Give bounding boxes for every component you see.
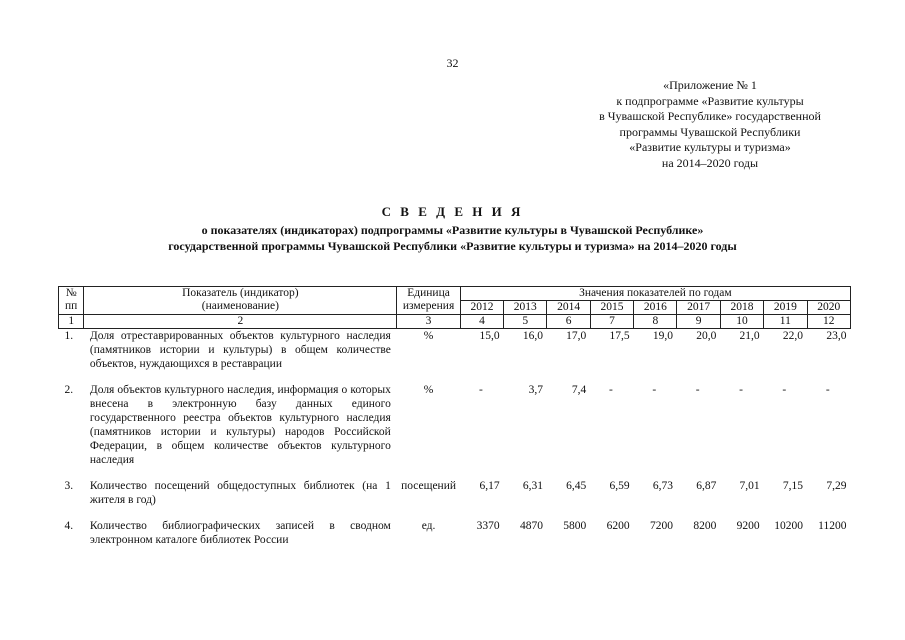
appendix-line: программы Чувашской Республики bbox=[619, 124, 801, 139]
header-year: 2018 bbox=[720, 301, 763, 315]
value-cell: 7,01 bbox=[739, 480, 760, 492]
value-cell: 20,0 bbox=[696, 330, 717, 342]
column-number: 12 bbox=[807, 315, 850, 329]
indicator-unit: ед. bbox=[421, 520, 436, 532]
indicator-unit: % bbox=[423, 330, 434, 342]
column-number: 9 bbox=[677, 315, 720, 329]
column-number: 11 bbox=[764, 315, 807, 329]
value-cell: 6,87 bbox=[696, 480, 717, 492]
subtitle-line-1: о показателях (индикаторах) подпрограммы «Развитие культуры в Чувашской Республике» bbox=[201, 223, 704, 237]
value-cell: 19,0 bbox=[652, 330, 673, 342]
header-values-group: Значения показателей по годам bbox=[460, 287, 850, 301]
indicator-unit: % bbox=[423, 384, 434, 396]
table-row bbox=[59, 519, 851, 547]
page-number: 32 bbox=[446, 56, 459, 70]
value-cell: 7,29 bbox=[826, 480, 847, 492]
header-row bbox=[59, 287, 851, 301]
value-cell: 23,0 bbox=[826, 330, 847, 342]
value-cell: - bbox=[782, 384, 787, 396]
value-cell: 3,7 bbox=[528, 384, 543, 396]
value-cell: 7,4 bbox=[571, 384, 587, 396]
appendix-line: в Чувашской Республике» государственной bbox=[599, 109, 821, 123]
indicator-name: Количество библиографических записей в сводном электронном каталоге библиотек России bbox=[89, 520, 391, 546]
header-number bbox=[59, 287, 84, 315]
row-number: 3. bbox=[64, 480, 74, 492]
value-cell: - bbox=[479, 384, 483, 396]
header-unit-line-1: Единица bbox=[407, 287, 450, 299]
value-cell: - bbox=[695, 384, 700, 396]
header-unit bbox=[397, 287, 460, 315]
value-cell: 15,0 bbox=[479, 330, 500, 342]
appendix-line: «Развитие культуры и туризма» bbox=[629, 140, 791, 154]
header-year: 2012 bbox=[460, 301, 503, 315]
header-year: 2016 bbox=[634, 301, 677, 315]
value-cell: 22,0 bbox=[782, 330, 804, 342]
value-cell: - bbox=[652, 384, 657, 396]
column-number: 3 bbox=[397, 315, 460, 329]
spacer-cell bbox=[59, 507, 851, 519]
subtitle-line-2: государственной программы Чувашской Республики «Развитие культуры и туризма» на 2014–2020 годы bbox=[168, 239, 737, 253]
appendix-line: на 2014–2020 годы bbox=[661, 155, 759, 170]
value-cell: 7200 bbox=[649, 520, 673, 532]
value-cell: 17,0 bbox=[566, 330, 587, 342]
header-year: 2015 bbox=[590, 301, 633, 315]
table-row bbox=[59, 329, 851, 372]
row-number: 1. bbox=[64, 330, 74, 342]
value-cell: 11200 bbox=[818, 520, 847, 532]
appendix-note bbox=[560, 78, 860, 171]
appendix-line: «Приложение № 1 bbox=[663, 78, 757, 92]
value-cell: 9200 bbox=[736, 520, 760, 532]
value-cell: 6200 bbox=[606, 520, 630, 532]
table-row bbox=[59, 383, 851, 467]
column-number: 4 bbox=[460, 315, 503, 329]
value-cell: 16,0 bbox=[522, 330, 543, 342]
column-number: 7 bbox=[590, 315, 633, 329]
document-subtitle bbox=[0, 222, 905, 254]
header-number-line-2: пп bbox=[65, 300, 78, 312]
spacer-cell bbox=[59, 467, 851, 479]
header-number-line-1: № bbox=[65, 287, 77, 299]
column-number: 2 bbox=[84, 315, 397, 329]
header-indicator bbox=[84, 287, 397, 315]
indicators-table bbox=[58, 286, 851, 547]
header-unit-line-2: измерения bbox=[402, 300, 455, 312]
column-number: 10 bbox=[720, 315, 763, 329]
indicator-unit: посещений bbox=[401, 480, 457, 492]
header-indicator-line-2: (наименование) bbox=[201, 300, 279, 312]
header-year: 2013 bbox=[504, 301, 547, 315]
value-cell: 8200 bbox=[693, 520, 717, 532]
value-cell: 21,0 bbox=[739, 330, 760, 342]
indicator-name: Доля отреставрированных объектов культурного наследия (памятников истории и культуры) в общем количестве объектов, нуждающихся в реставрации bbox=[89, 330, 391, 370]
appendix-line: к подпрограмме «Развитие культуры bbox=[616, 93, 804, 108]
indicator-name: Количество посещений общедоступных библиотек (на 1 жителя в год) bbox=[89, 480, 391, 506]
column-number: 1 bbox=[59, 315, 84, 329]
value-cell: 6,45 bbox=[566, 480, 587, 492]
value-cell: 10200 bbox=[774, 520, 804, 532]
column-numbers-row bbox=[59, 315, 851, 329]
table-row bbox=[59, 479, 851, 507]
header-year: 2014 bbox=[547, 301, 590, 315]
column-number: 5 bbox=[504, 315, 547, 329]
value-cell: 4870 bbox=[519, 520, 543, 532]
value-cell: 6,59 bbox=[609, 480, 630, 492]
row-spacer bbox=[59, 467, 851, 479]
row-number: 2. bbox=[64, 384, 74, 396]
value-cell: 7,15 bbox=[782, 480, 804, 492]
value-cell: - bbox=[739, 384, 743, 396]
header-year: 2020 bbox=[807, 301, 850, 315]
value-cell: 6,31 bbox=[522, 480, 543, 492]
column-number: 6 bbox=[547, 315, 590, 329]
header-year: 2019 bbox=[764, 301, 807, 315]
value-cell: 3370 bbox=[476, 520, 500, 532]
value-cell: 6,73 bbox=[652, 480, 673, 492]
document-title: С В Е Д Е Н И Я bbox=[381, 204, 524, 219]
column-number: 8 bbox=[634, 315, 677, 329]
header-indicator-line-1: Показатель (индикатор) bbox=[182, 287, 299, 299]
row-spacer bbox=[59, 507, 851, 519]
indicator-name: Доля объектов культурного наследия, информация о которых внесена в электронную базу данных единого государственного реестра объектов культурного наследия (памятников истории и культуры) народов Российской Федерации, в общем количестве объектов культурного наследия bbox=[89, 384, 391, 466]
header-year: 2017 bbox=[677, 301, 720, 315]
row-spacer bbox=[59, 371, 851, 383]
spacer-cell bbox=[59, 371, 851, 383]
value-cell: - bbox=[825, 384, 830, 396]
value-cell: 17,5 bbox=[609, 330, 630, 342]
value-cell: 6,17 bbox=[479, 480, 500, 492]
value-cell: - bbox=[609, 384, 613, 396]
row-number: 4. bbox=[64, 520, 74, 532]
value-cell: 5800 bbox=[563, 520, 587, 532]
